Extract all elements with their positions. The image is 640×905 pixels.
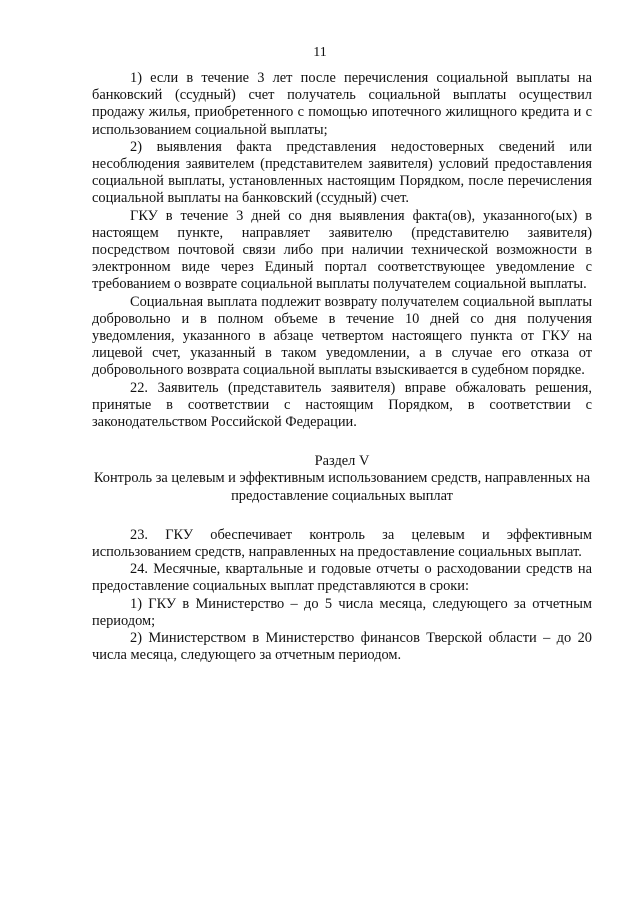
section-heading: Раздел V xyxy=(314,453,370,470)
paragraph-item-2: 2) выявления факта представления недостоверных сведений или несоблюдения заявителем (представителем заявителя) условий предоставления социальной выплаты, установленных настоящим Порядком, после перечисления социальной выплаты на банковский (ссудный) счет. xyxy=(92,138,592,207)
section-title: Контроль за целевым и эффективным использованием средств, направленных на предоставление социальных выплат xyxy=(93,470,591,504)
paragraph-22: 22. Заявитель (представитель заявителя) вправе обжаловать решения, принятые в соответствии с настоящим Порядком, в соответствии с законодательством Российской Федерации. xyxy=(92,379,592,431)
paragraph-item-1: 1) если в течение 3 лет после перечисления социальной выплаты на банковский (ссудный) счет получатель социальной выплаты осуществил продажу жилья, приобретенного с помощью ипотечного жилищного кредита и с использованием социальной выплаты; xyxy=(92,70,592,138)
paragraph-24: 24. Месячные, квартальные и годовые отчеты о расходовании средств на предоставление социальных выплат представляются в сроки: xyxy=(92,561,592,595)
document-body xyxy=(92,70,592,665)
paragraph-24-item-1: 1) ГКУ в Министерство – до 5 числа месяца, следующего за отчетным периодом; xyxy=(92,595,592,629)
paragraph-gku-notice: ГКУ в течение 3 дней со дня выявления факта(ов), указанного(ых) в настоящем пункте, направляет заявителю (представителю заявителя) посредством почтовой связи либо при наличии технической возможности в электронном виде через Единый портал соответствующее уведомление с требованием о возврате социальной выплаты получателем социальной выплаты. xyxy=(92,207,592,293)
paragraph-refund: Социальная выплата подлежит возврату получателем социальной выплаты добровольно и в полном объеме в течение 10 дней со дня получения уведомления, указанного в абзаце четвертом настоящего пункта от ГКУ на лицевой счет, указанный в таком уведомлении, а в случае его отказа от добровольного возврата социальной выплаты взыскивается в судебном порядке. xyxy=(92,293,592,379)
paragraph-24-item-2: 2) Министерством в Министерство финансов Тверской области – до 20 числа месяца, следующего за отчетным периодом. xyxy=(92,630,592,664)
page-number: 11 xyxy=(313,45,327,60)
paragraph-23: 23. ГКУ обеспечивает контроль за целевым и эффективным использованием средств, направленных на предоставление социальных выплат. xyxy=(92,526,592,561)
